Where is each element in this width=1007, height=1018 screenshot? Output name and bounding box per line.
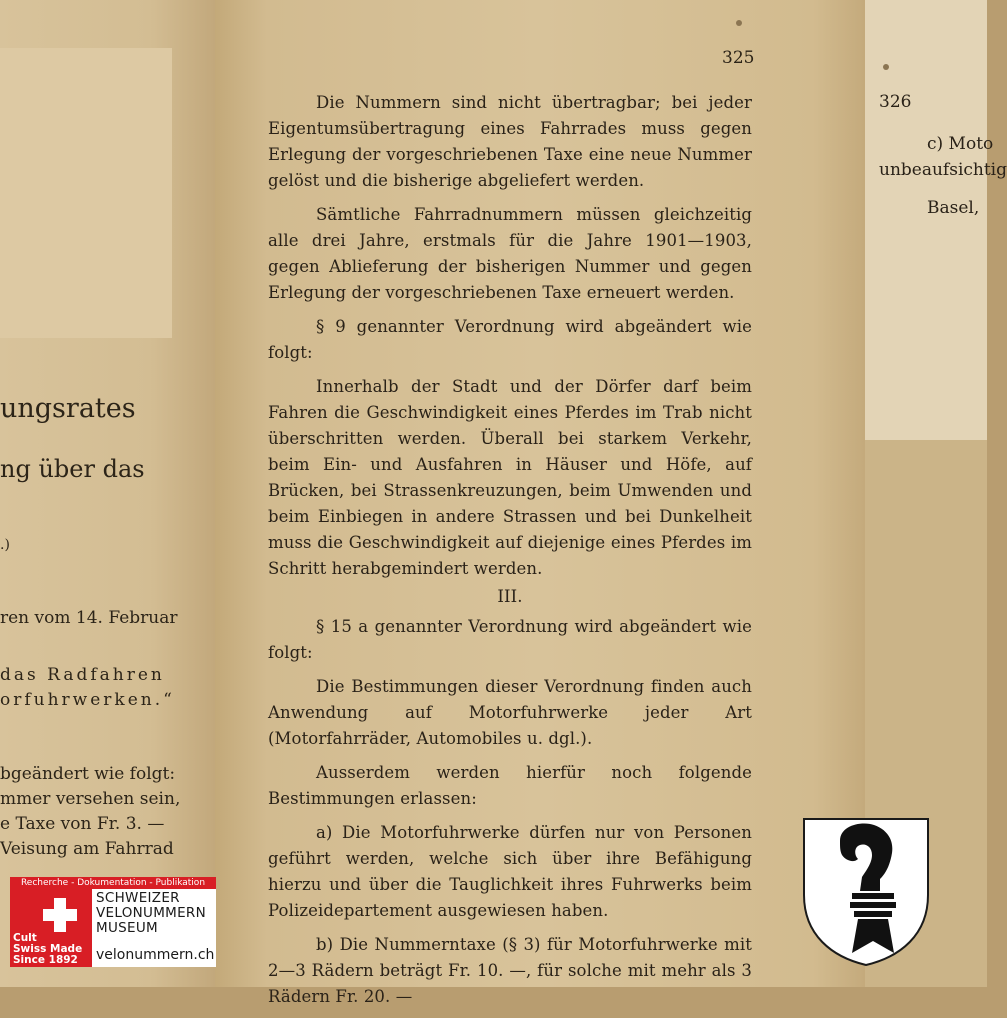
logo-url: velonummern.ch <box>96 947 215 963</box>
logo-title-line: SCHWEIZER <box>96 890 180 906</box>
right-text-line: Basel, <box>927 198 980 218</box>
left-text-line: orfuhrwerken.“ <box>0 690 175 710</box>
left-text-line: das Radfahren <box>0 665 165 685</box>
paragraph: Die Bestimmungen dieser Verordnung finden auch Anwendung auf Motorfuhrwerke jeder Art (Motorfahrräder, Automobiles u. dgl.). <box>268 677 752 748</box>
left-text-line: bgeändert wie folgt: <box>0 764 176 784</box>
logo-badge-line: Cult <box>13 932 37 944</box>
paper-speck <box>736 20 742 26</box>
logo-title-line: VELONUMMERN <box>96 905 207 921</box>
paragraph: Ausserdem werden hierfür noch folgende Bestimmungen erlassen: <box>268 763 752 808</box>
logo-tagline: Recherche - Dokumentation - Publikation <box>10 877 216 889</box>
swiss-cross-icon <box>40 895 80 935</box>
document-body <box>268 90 752 1018</box>
logo-badge-line: Swiss Made <box>13 943 83 955</box>
logo-badge-text <box>13 933 82 966</box>
basel-crozier-shield-icon <box>802 817 930 967</box>
paragraph: a) Die Motorfuhrwerke dürfen nur von Personen geführt werden, welche sich über ihre Befähigung hierzu und über die Tauglichkeit ihres Fuhrwerks beim Polizeidepartement ausgewiesen haben. <box>268 823 752 920</box>
section-heading: § 9 genannter Verordnung wird abgeändert wie folgt: <box>268 317 752 362</box>
left-text-line: ren vom 14. Februar <box>0 608 178 628</box>
paragraph: Die Nummern sind nicht übertragbar; bei jeder Eigentumsübertragung eines Fahrrades muss gegen Erlegung der vorgeschriebenen Taxe eine neue Nummer gelöst und die bisherige abgeliefert werden. <box>268 93 752 190</box>
left-text-line: mmer versehen sein, <box>0 789 181 809</box>
right-text-line: c) Moto <box>927 134 994 154</box>
left-text-line: Veisung am Fahrrad <box>0 839 174 859</box>
paragraph: Sämtliche Fahrradnummern müssen gleichzeitig alle drei Jahre, erstmals für die Jahre 1901—1903, gegen Ablieferung der bisherigen Nummer und gegen Erlegung der vorgeschriebenen Taxe erneuert werden. <box>268 205 752 302</box>
paragraph: b) Die Nummerntaxe (§ 3) für Motorfuhrwerke mit 2—3 Rädern beträgt Fr. 10. —, für solche mit mehr als 3 Rädern Fr. 20. — <box>268 935 752 1006</box>
left-text-line: e Taxe von Fr. 3. — <box>0 814 165 834</box>
left-page-fragment <box>0 0 215 987</box>
left-text-line: ng über das <box>0 455 145 483</box>
right-text-line: unbeaufsichtig <box>879 160 1007 180</box>
museum-logo <box>10 877 216 967</box>
left-text-line: .) <box>0 537 10 553</box>
section-heading: § 15 a genannter Verordnung wird abgeändert wie folgt: <box>268 617 752 662</box>
paper-patch <box>0 48 172 338</box>
right-page-number: 326 <box>879 92 912 112</box>
paper-speck <box>883 64 889 70</box>
page-number: 325 <box>722 48 755 68</box>
section-numeral: III. <box>497 587 523 606</box>
left-text-line: ungsrates <box>0 393 136 424</box>
logo-title <box>96 891 206 936</box>
paragraph: Innerhalb der Stadt und der Dörfer darf beim Fahren die Geschwindigkeit eines Pferdes im Trab nicht überschritten werden. Überall bei starkem Verkehr, beim Ein- und Ausfahren in Häuser und Höfe, auf Brücken, bei Strassenkreuzungen, beim Umwenden und beim Einbiegen in andere Strassen und bei Dunkelheit muss die Geschwindigkeit auf diejenige eines Pferdes im Schritt herabgemindert werden. <box>268 377 752 578</box>
logo-badge-line: Since 1892 <box>13 954 78 966</box>
logo-badge <box>10 889 92 967</box>
logo-title-line: MUSEUM <box>96 920 158 936</box>
